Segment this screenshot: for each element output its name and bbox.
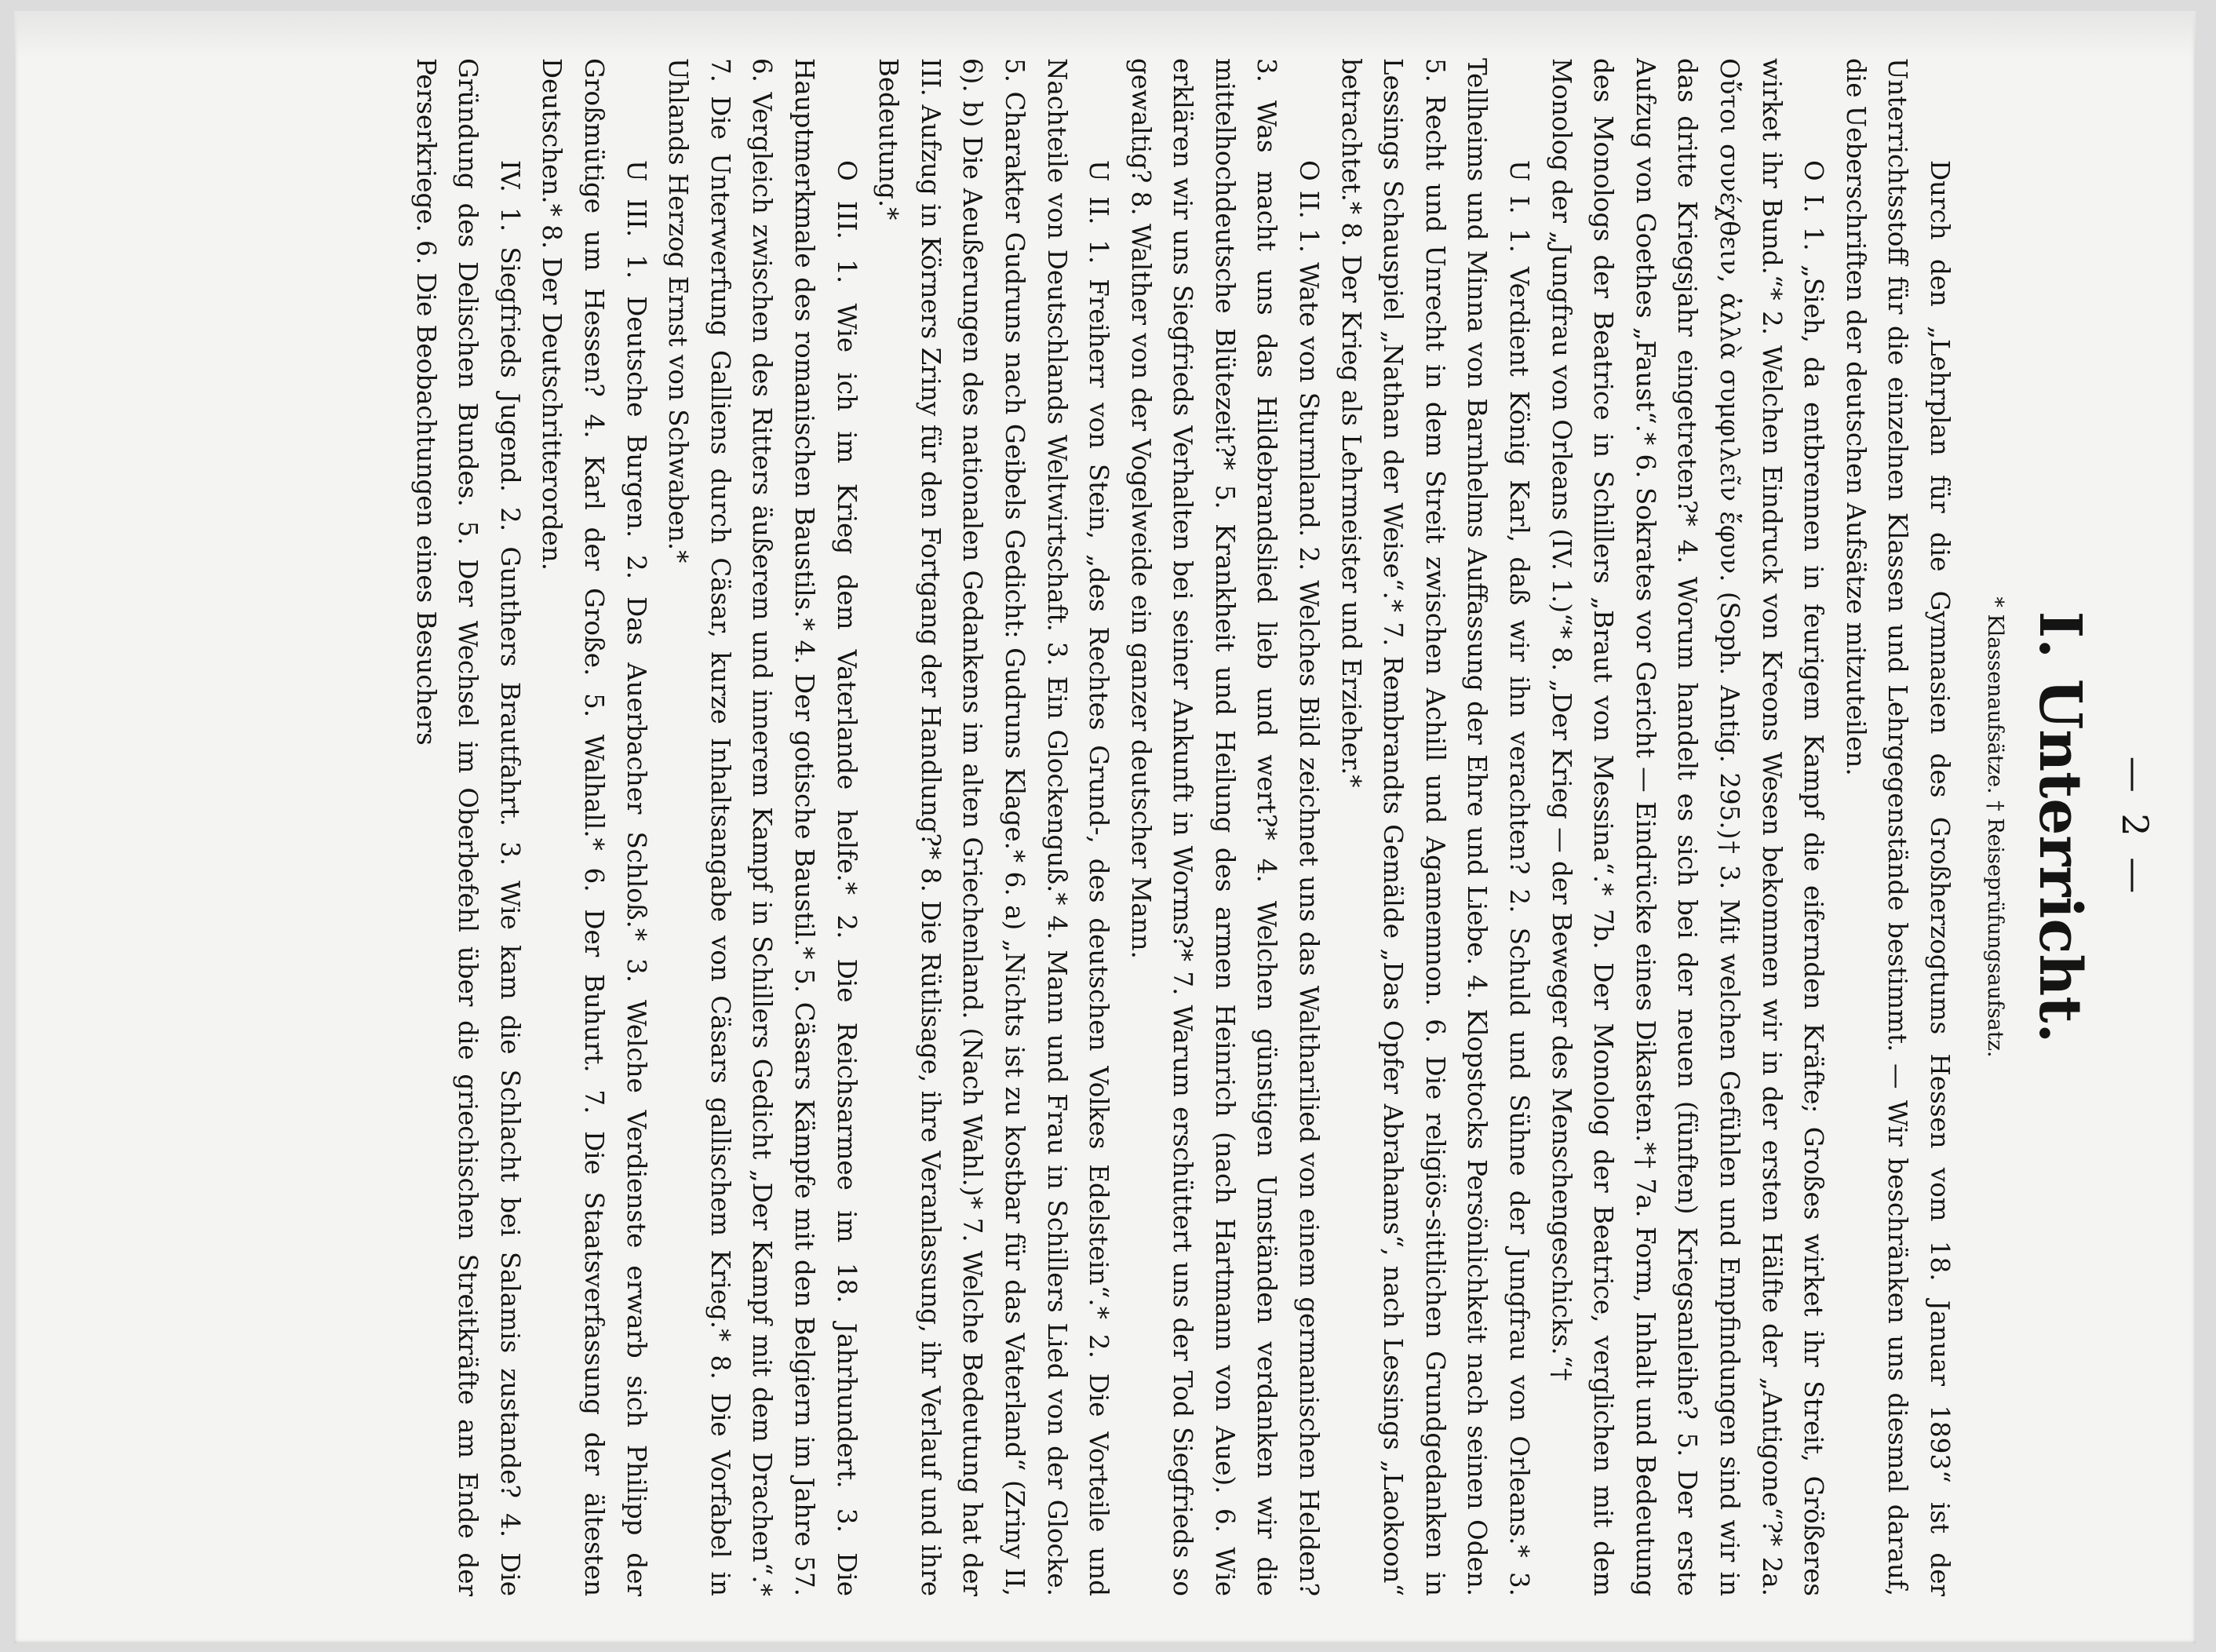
paragraph-intro: Durch den „Lehrplan für die Gymnasien des Großherzogtums Hessen vom 18. Januar 1893“ ist der Unterrichtsstoff für die einzelnen Klassen und Lehrgegenstände bestimmt. — Wir beschränken uns diesmal darauf, die Ueberschriften der deutschen Aufsätze mitzuteilen.	[1840, 58, 1955, 1596]
page-number: — 2 —	[2114, 756, 2156, 899]
body-text	[404, 58, 1960, 1596]
scanned-page	[14, 11, 2196, 1643]
section-title: I. Unterricht.	[2026, 611, 2094, 1044]
paragraph-u1: U I. 1. Verdient König Karl, daß wir ihn verachten? 2. Schuld und Sühne der Jungfrau von Orleans.* 3. Tellheims und Minna von Barnhelms Auffassung der Ehre und Liebe. 4. Klopstocks Persönlichkeit nach seinen Oden. 5. Recht und Unrecht in dem Streit zwischen Achill und Agamemnon. 6. Die religiös-sittlichen Grundgedanken in Lessings Schauspiel „Nathan der Weise“.* 7. Rembrandts Gemälde „Das Opfer Abrahams“, nach Lessings „Laokoon“ betrachtet.* 8. Der Krieg als Lehrmeister und Erzieher.*	[1336, 58, 1535, 1596]
paragraph-o3: O III. 1. Wie ich im Krieg dem Vaterlande helfe.* 2. Die Reichsarmee im 18. Jahrhundert. 3. Die Hauptmerkmale des romanischen Baustils.* 4. Der gotische Baustil.* 5. Cäsars Kämpfe mit den Belgiern im Jahre 57. 6. Vergleich zwischen des Ritters äußerem und innerem Kampf in Schillers Gedicht „Der Kampf mit dem Drachen“.* 7. Die Unterwerfung Galliens durch Cäsar, kurze Inhaltsangabe von Cäsars gallischem Krieg.* 8. Die Vorfabel in Uhlands Herzog Ernst von Schwaben.*	[663, 58, 862, 1596]
paragraph-u3: U III. 1. Deutsche Burgen. 2. Das Auerbacher Schloß.* 3. Welche Verdienste erwarb sich Philipp der Großmütige um Hessen? 4. Karl der Große. 5. Walhall.* 6. Der Buhurt. 7. Die Staatsverfassung der ältesten Deutschen.* 8. Der Deutschritterorden.	[537, 58, 651, 1596]
paragraph-o1: O I. 1. „Sieh, da entbrennen in feurigem Kampf die eifernden Kräfte; Großes wirket ihr Streit, Größeres wirket ihr Bund.“* 2. Welchen Eindruck von Kreons Wesen bekommen wir in der ersten Hälfte der „Antigone“?* 2a. Οὔτοι συνέχθειν, ἀλλὰ συμφιλεῖν ἔφυν. (Soph. Antig. 295.)† 3. Mit welchen Gefühlen und Empfindungen sind wir in das dritte Kriegsjahr eingetreten?* 4. Worum handelt es sich bei der neuen (fünften) Kriegsanleihe? 5. Der erste Aufzug von Goethes „Faust“.* 6. Sokrates vor Gericht — Eindrücke eines Dikasten.*† 7a. Form, Inhalt und Bedeutung des Monologs der Beatrice in Schillers „Braut von Messina“.* 7b. Der Monolog der Beatrice, verglichen mit dem Monolog der „Jungfrau von Orleans (IV. 1.)“* 8. „Der Krieg — der Beweger des Menschengeschicks.“†	[1546, 58, 1829, 1596]
paragraph-u2: U II. 1. Freiherr von Stein, „des Rechtes Grund-, des deutschen Volkes Edelstein“.* 2. Die Vorteile und Nachteile von Deutschlands Weltwirtschaft. 3. Ein Glockenguß.* 4. Mann und Frau in Schillers Lied von der Glocke. 5. Charakter Gudruns nach Geibels Gedicht: Gudruns Klage.* 6. a) „Nichts ist zu kostbar für das Vaterland“ (Zriny II, 6). b) Die Aeußerungen des nationalen Gedankens im alten Griechenland. (Nach Wahl.)* 7. Welche Bedeutung hat der III. Aufzug in Körners Zriny für den Fortgang der Handlung?* 8. Die Rütlisage, ihre Veranlassung, ihr Verlauf und ihre Bedeutung.*	[873, 58, 1114, 1596]
paragraph-o2: O II. 1. Wate von Sturmland. 2. Welches Bild zeichnet uns das Waltharilied von einem germanischen Helden? 3. Was macht uns das Hildebrandslied lieb und wert?* 4. Welchen günstigen Umständen verdanken wir die mittelhochdeutsche Blütezeit?* 5. Krankheit und Heilung des armen Heinrich (nach Hartmann von Aue). 6. Wie erklären wir uns Siegfrieds Verhalten bei seiner Ankunft in Worms?* 7. Warum erschüttert uns der Tod Siegfrieds so gewaltig? 8. Walther von der Vogelweide ein ganzer deutscher Mann.	[1125, 58, 1325, 1596]
paragraph-iv: IV. 1. Siegfrieds Jugend. 2. Gunthers Brautfahrt. 3. Wie kam die Schlacht bei Salamis zustande? 4. Die Gründung des Delischen Bundes. 5. Der Wechsel im Oberbefehl über die griechischen Streitkräfte am Ende der Perserkriege. 6. Die Beobachtungen eines Besuchers	[410, 58, 525, 1596]
scan-edge-shadow	[14, 11, 2196, 58]
rotated-text-frame	[100, 58, 2156, 1596]
footnote-legend: * Klassenaufsätze. † Reiseprüfungsaufsatz.	[1983, 596, 2007, 1058]
